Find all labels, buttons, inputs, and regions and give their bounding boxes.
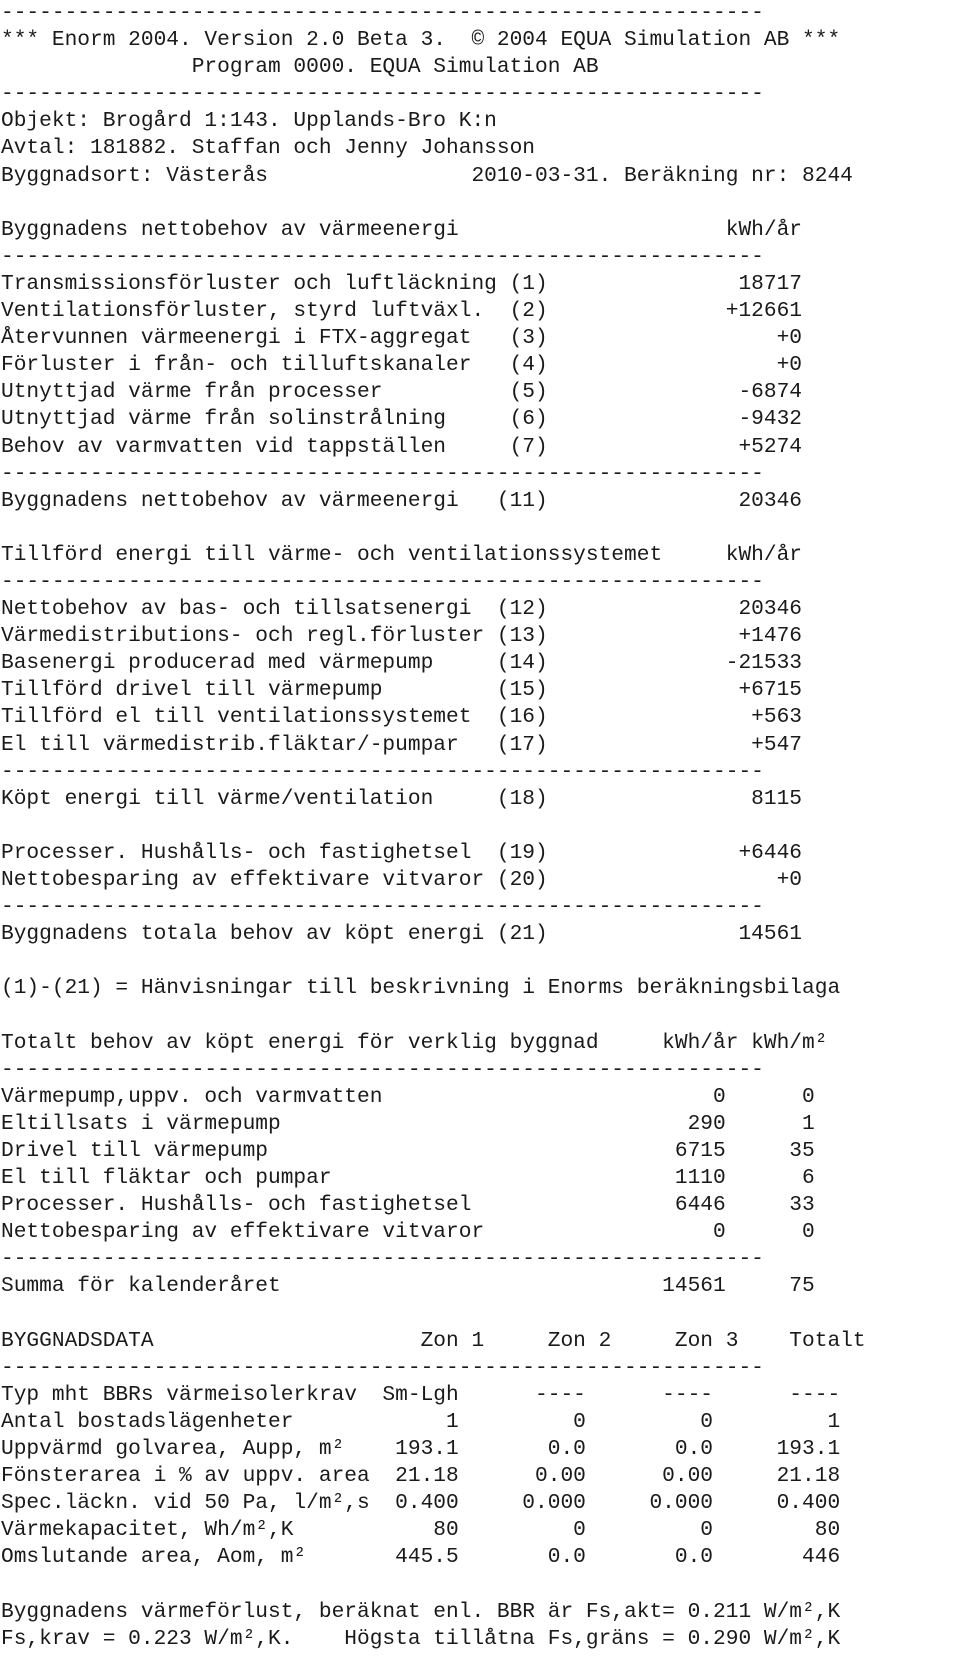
report-line: (1)-(21) = Hänvisningar till beskrivning i Enorms beräkningsbilaga xyxy=(1,976,841,1001)
report-line: Värmedistributions- och regl.förluster (13) +1476 xyxy=(1,624,803,649)
report-line: Basenergi producerad med värmepump (14) -21533 xyxy=(1,651,803,676)
report-line: Totalt behov av köpt energi för verklig byggnad kWh/år kWh/m² xyxy=(1,1030,828,1055)
report-line: BYGGNADSDATA Zon 1 Zon 2 Zon 3 Totalt xyxy=(1,1328,866,1353)
report-line: Behov av varmvatten vid tappställen (7) +5274 xyxy=(1,434,803,459)
report-line: Byggnadens nettobehov av värmeenergi (11) 20346 xyxy=(1,488,803,513)
report-line xyxy=(1,190,960,217)
report-line: Värmekapacitet, Wh/m²,K 80 0 0 80 xyxy=(1,1518,841,1543)
report-line: Köpt energi till värme/ventilation (18) 8115 xyxy=(1,786,803,811)
report-line xyxy=(1,1571,960,1598)
report-line: Program 0000. EQUA Simulation AB xyxy=(1,55,599,80)
report-line: Spec.läckn. vid 50 Pa, l/m²,s 0.400 0.000 0.000 0.400 xyxy=(1,1491,841,1516)
report-line: Objekt: Brogård 1:143. Upplands-Bro K:n xyxy=(1,109,497,134)
report-line: Förluster i från- och tilluftskanaler (4) +0 xyxy=(1,353,803,378)
report-line: ------------------------------------------------------------ xyxy=(1,895,764,920)
report-line: Tillförd energi till värme- och ventilationssystemet kWh/år xyxy=(1,542,803,567)
report-line xyxy=(1,813,960,840)
report-line: *** Enorm 2004. Version 2.0 Beta 3. © 2004 EQUA Simulation AB *** xyxy=(1,28,841,53)
report-line: ------------------------------------------------------------ xyxy=(1,569,764,594)
report-line: Byggnadens nettobehov av värmeenergi kWh/år xyxy=(1,217,803,242)
report-line: Fönsterarea i % av uppv. area 21.18 0.00 0.00 21.18 xyxy=(1,1464,841,1489)
report-line xyxy=(1,1301,960,1328)
report-line: Utnyttjad värme från processer (5) -6874 xyxy=(1,380,803,405)
report-line: Transmissionsförluster och luftläckning (1) 18717 xyxy=(1,271,803,296)
report-line: Drivel till värmepump 6715 35 xyxy=(1,1138,815,1163)
report-line: ------------------------------------------------------------ xyxy=(1,1247,764,1272)
report-line: El till värmedistrib.fläktar/-pumpar (17) +547 xyxy=(1,732,803,757)
report-line: Återvunnen värmeenergi i FTX-aggregat (3) +0 xyxy=(1,326,803,351)
report-line: Fs,krav = 0.223 W/m²,K. Högsta tillåtna Fs,gräns = 0.290 W/m²,K xyxy=(1,1626,841,1651)
report-line: Värmepump,uppv. och varmvatten 0 0 xyxy=(1,1084,815,1109)
report-line: Avtal: 181882. Staffan och Jenny Johansson xyxy=(1,136,536,161)
report-line: Nettobesparing av effektivare vitvaror 0 0 xyxy=(1,1220,815,1245)
report-line: Byggnadsort: Västerås 2010-03-31. Beräkning nr: 8244 xyxy=(1,163,853,188)
report-line: Nettobehov av bas- och tillsatsenergi (12) 20346 xyxy=(1,597,803,622)
report-line: Tillförd el till ventilationssystemet (16) +563 xyxy=(1,705,803,730)
report-line: ------------------------------------------------------------ xyxy=(1,1355,764,1380)
report-line: ------------------------------------------------------------ xyxy=(1,1,764,25)
report-line: Byggnadens totala behov av köpt energi (21) 14561 xyxy=(1,922,803,947)
report-line: Processer. Hushålls- och fastighetsel 6446 33 xyxy=(1,1193,815,1218)
report-line: Eltillsats i värmepump 290 1 xyxy=(1,1111,815,1136)
report-line: Omslutande area, Aom, m² 445.5 0.0 0.0 446 xyxy=(1,1545,841,1570)
report-line: Processer. Hushålls- och fastighetsel (19) +6446 xyxy=(1,840,803,865)
report-line: Nettobesparing av effektivare vitvaror (20) +0 xyxy=(1,868,803,892)
report-line xyxy=(1,1002,960,1029)
report-line: Tillförd drivel till värmepump (15) +6715 xyxy=(1,678,803,703)
report-line: Utnyttjad värme från solinstrålning (6) -9432 xyxy=(1,407,803,432)
report-line xyxy=(1,948,960,975)
report-line: ------------------------------------------------------------ xyxy=(1,1057,764,1082)
report-line: Ventilationsförluster, styrd luftväxl. (2) +12661 xyxy=(1,299,803,324)
report-line: Byggnadens värmeförlust, beräknat enl. BBR är Fs,akt= 0.211 W/m²,K xyxy=(1,1599,841,1624)
report-line: El till fläktar och pumpar 1110 6 xyxy=(1,1166,815,1191)
report-line: Uppvärmd golvarea, Aupp, m² 193.1 0.0 0.0 193.1 xyxy=(1,1436,841,1461)
report-line: Typ mht BBRs värmeisolerkrav Sm-Lgh ---- ---- ---- xyxy=(1,1382,841,1407)
report-line xyxy=(1,515,960,542)
report-line: ------------------------------------------------------------ xyxy=(1,82,764,107)
report-line: ------------------------------------------------------------ xyxy=(1,244,764,269)
report-line: Antal bostadslägenheter 1 0 0 1 xyxy=(1,1409,841,1434)
report-line: ------------------------------------------------------------ xyxy=(1,759,764,784)
report-line: ------------------------------------------------------------ xyxy=(1,461,764,486)
report-line: Summa för kalenderåret 14561 75 xyxy=(1,1274,815,1299)
